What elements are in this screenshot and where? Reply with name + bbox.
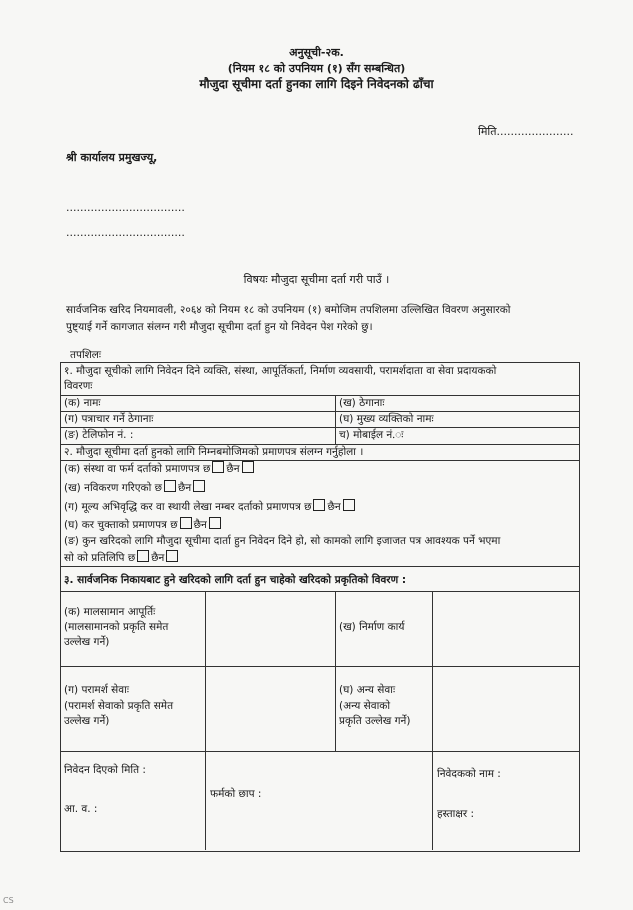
subject-line: विषयः मौजुदा सूचीमा दर्ता गरी पाउँ । <box>243 273 390 286</box>
no-checkbox[interactable] <box>242 461 254 473</box>
field-mobile: च) मोबाईल नं.ः <box>339 429 404 441</box>
construction-label: (ख) निर्माण कार्य <box>339 621 405 633</box>
row-divider <box>60 566 580 567</box>
col-divider <box>335 395 336 444</box>
details-label: तपशिलः <box>70 349 102 361</box>
other-services-note: (अन्य सेवाको <box>339 700 391 712</box>
consulting-note-cont: उल्लेख गर्ने) <box>64 715 110 727</box>
field-postal-address: (ग) पत्राचार गर्ने ठेगानाः <box>64 413 154 425</box>
row-divider <box>60 444 580 445</box>
row-divider <box>60 395 580 396</box>
row-divider <box>60 666 580 667</box>
col-divider <box>432 591 433 751</box>
yes-checkbox[interactable] <box>137 550 149 562</box>
yes-checkbox[interactable] <box>212 461 224 473</box>
row-divider <box>60 591 580 592</box>
date-line: मिति...................... <box>478 125 574 138</box>
field-address: (ख) ठेगानाः <box>339 397 385 409</box>
applicant-name: निवेदकको नाम : <box>437 768 501 780</box>
no-checkbox[interactable] <box>166 550 178 562</box>
goods-note: (मालसामानको प्रकृति समेत <box>64 621 169 633</box>
fiscal-year: आ. व. : <box>64 803 98 815</box>
consulting-note: (परामर्श सेवाको प्रकृति समेत <box>64 700 174 712</box>
row-divider <box>60 751 580 752</box>
yes-checkbox[interactable] <box>180 517 192 529</box>
other-services-note-cont: प्रकृति उल्लेख गर्ने) <box>339 715 411 727</box>
license-requirement: (ङ) कुन खरिदको लागि मौजुदा सूचीमा दार्ता हुन निवेदन दिने हो, सो कामको लागि इजाजत पत्र आवश्यक पर्ने भएमा <box>64 535 501 547</box>
scanner-logo-icon: CS <box>3 896 14 905</box>
section1-title: १. मौजुदा सूचीको लागि निवेदन दिने व्यक्ति, संस्था, आपूर्तिकर्ता, निर्माण व्यवसायी, परामर्शदाता वा सेवा प्रदायकको <box>64 365 497 377</box>
cert-tax-clearance: (घ) कर चुक्ताको प्रमाणपत्र छ छैन <box>64 517 223 532</box>
license-copy: सो को प्रतिलिपि छ छैन <box>64 550 180 565</box>
yes-checkbox[interactable] <box>313 499 325 511</box>
goods-note-cont: उल्लेख गर्ने) <box>64 636 110 648</box>
cert-renewal: (ख) नविकरण गरिएको छ छैन <box>64 480 207 495</box>
col-divider <box>205 751 206 850</box>
signature: हस्ताक्षर : <box>437 808 475 820</box>
no-checkbox[interactable] <box>343 499 355 511</box>
other-services-label: (घ) अन्य सेवाः <box>339 684 396 696</box>
no-checkbox[interactable] <box>209 517 221 529</box>
date-applied: निवेदन दिएको मिति : <box>64 764 146 776</box>
rule-reference: (नियम १८ को उपनियम (१) सँग सम्बन्धित) <box>227 62 406 75</box>
field-contact-person: (घ) मुख्य व्यक्तिको नामः <box>339 413 434 425</box>
firm-stamp: फर्मको छाप : <box>210 788 262 800</box>
col-divider <box>335 591 336 751</box>
body-line-2: पुष्ट्याई गर्ने कागजात संलग्न गरी मौजुदा सूचीमा दर्ता हुन यो निवेदन पेश गरेको छु। <box>66 321 373 333</box>
col-divider <box>205 591 206 751</box>
field-telephone: (ङ) टेलिफोन नं. : <box>64 429 134 441</box>
cert-registration: (क) संस्था वा फर्म दर्ताको प्रमाणपत्र छ छैन <box>64 461 256 476</box>
yes-checkbox[interactable] <box>164 480 176 492</box>
row-divider <box>60 427 580 428</box>
section3-title: ३. सार्वजनिक निकायबाट हुने खरिदको लागि दर्ता हुन चाहेको खरिदको प्रकृतिको विवरण : <box>64 574 407 586</box>
consulting-label: (ग) परामर्श सेवाः <box>64 684 129 696</box>
row-divider <box>60 411 580 412</box>
section1-title-cont: विवरणः <box>64 380 93 392</box>
field-name: (क) नामः <box>64 397 101 409</box>
section2-title: २. मौजुदा सूचीमा दर्ता हुनको लागि निम्नबमोजिमको प्रमाणपत्र संलग्न गर्नुहोला । <box>64 446 364 458</box>
schedule-number: अनुसूची-२क. <box>289 46 344 59</box>
addressee: श्री कार्यालय प्रमुखज्यू, <box>66 151 158 164</box>
address-dots-2: .................................. <box>66 226 185 239</box>
col-divider <box>432 751 433 850</box>
goods-label: (क) मालसामान आपूर्तिः <box>64 606 156 618</box>
address-dots-1: .................................. <box>66 201 185 214</box>
body-line-1: सार्वजनिक खरिद नियमावली, २०६४ को नियम १८ को उपनियम (१) बमोजिम तपशिलमा उल्लिखित विवरण अनुसारको <box>66 304 511 316</box>
form-title: मौजुदा सूचीमा दर्ता हुनका लागि दिइने निवेदनको ढाँचा <box>199 77 434 91</box>
no-checkbox[interactable] <box>193 480 205 492</box>
cert-vat-pan: (ग) मूल्य अभिवृद्धि कर वा स्थायी लेखा नम्बर दर्ताको प्रमाणपत्र छ छैन <box>64 499 357 514</box>
